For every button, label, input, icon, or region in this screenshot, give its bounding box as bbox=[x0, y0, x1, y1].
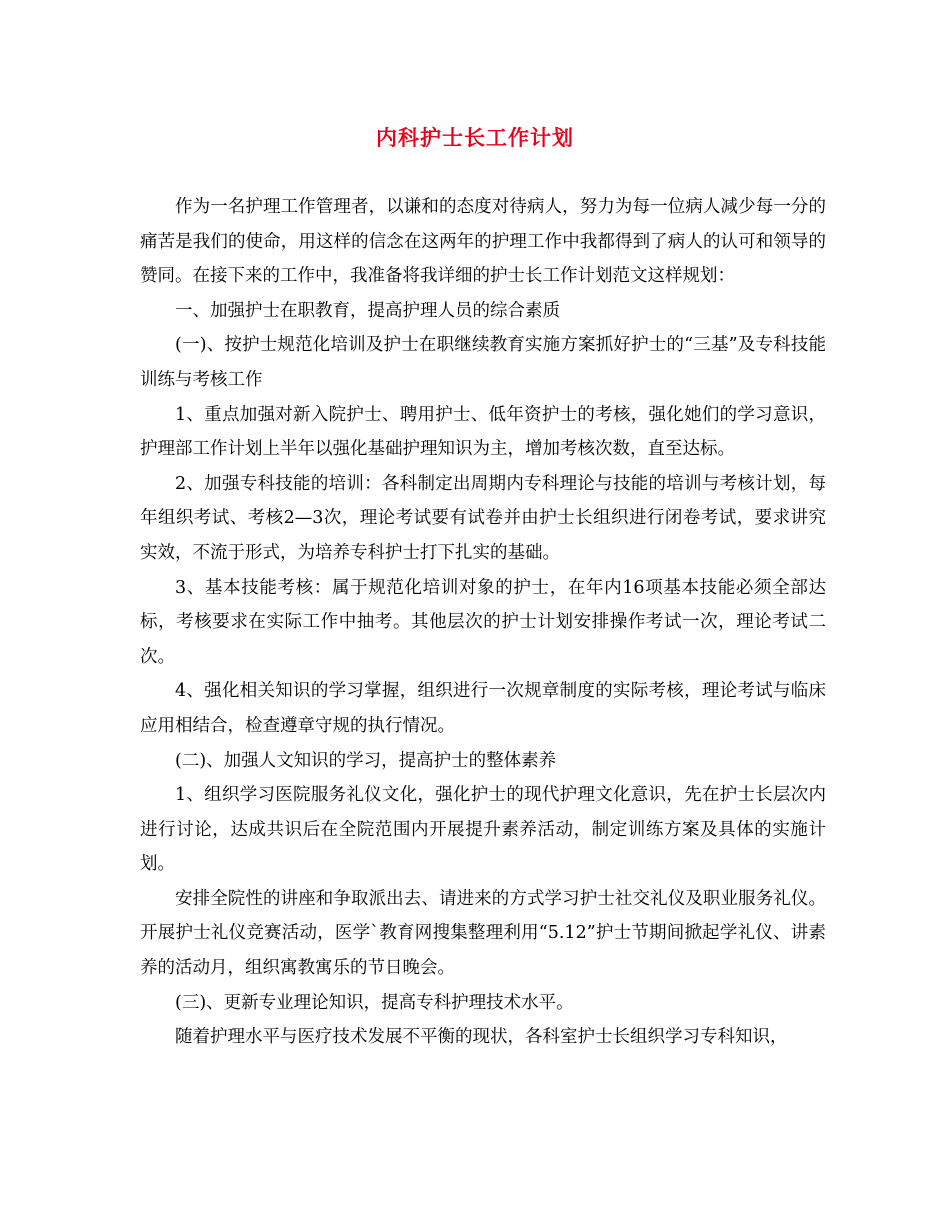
subsection-heading-3: (三)、更新专业理论知识，提高专科护理技术水平。 bbox=[175, 992, 574, 1013]
subsection-heading-2: (二)、加强人文知识的学习，提高护士的整体素养 bbox=[175, 750, 557, 771]
list-item-paragraph: 4、强化相关知识的学习掌握，组织进行一次规章制度的实际考核，理论考试与临床应用相结合，检查遵章守规的执行情况。 bbox=[140, 681, 826, 736]
list-item-paragraph: 2、加强专科技能的培训：各科制定出周期内专科理论与技能的培训与考核计划，每年组织考试、考核2—3次，理论考试要有试卷并由护士长组织进行闭卷考试，要求讲究实效，不流于形式，为培养专科护士打下扎实的基础。 bbox=[140, 473, 826, 563]
document-title: 内科护士长工作计划 bbox=[376, 125, 574, 150]
intro-paragraph: 作为一名护理工作管理者，以谦和的态度对待病人，努力为每一位病人减少每一分的痛苦是我们的使命，用这样的信念在这两年的护理工作中我都得到了病人的认可和领导的赞同。在接下来的工作中，我准备将我详细的护士长工作计划范文这样规划： bbox=[140, 197, 826, 287]
list-item-paragraph: 1、组织学习医院服务礼仪文化，强化护士的现代护理文化意识，先在护士长层次内进行讨论，达成共识后在全院范围内开展提升素养活动，制定训练方案及具体的实施计划。 bbox=[140, 785, 826, 875]
body-paragraph: 安排全院性的讲座和争取派出去、请进来的方式学习护士社交礼仪及职业服务礼仪。开展护士礼仪竞赛活动，医学`教育网搜集整理利用“5.12”护士节期间掀起学礼仪、讲素养的活动月，组织寓教寓乐的节日晚会。 bbox=[140, 888, 826, 979]
list-item-paragraph: 1、重点加强对新入院护士、聘用护士、低年资护士的考核，强化她们的学习意识，护理部工作计划上半年以强化基础护理知识为主，增加考核次数，直至达标。 bbox=[140, 404, 826, 460]
document-body bbox=[140, 190, 826, 1055]
body-paragraph: 随着护理水平与医疗技术发展不平衡的现状，各科室护士长组织学习专科知识， bbox=[175, 1027, 788, 1048]
section-heading-1: 一、加强护士在职教育，提高护理人员的综合素质 bbox=[175, 300, 560, 321]
list-item-paragraph: 3、基本技能考核：属于规范化培训对象的护士，在年内16项基本技能必须全部达标，考核要求在实际工作中抽考。其他层次的护士计划安排操作考试一次，理论考试二次。 bbox=[140, 577, 826, 667]
subsection-heading-1: (一)、按护士规范化培训及护士在职继续教育实施方案抓好护士的“三基”及专科技能训练与考核工作 bbox=[140, 335, 826, 390]
